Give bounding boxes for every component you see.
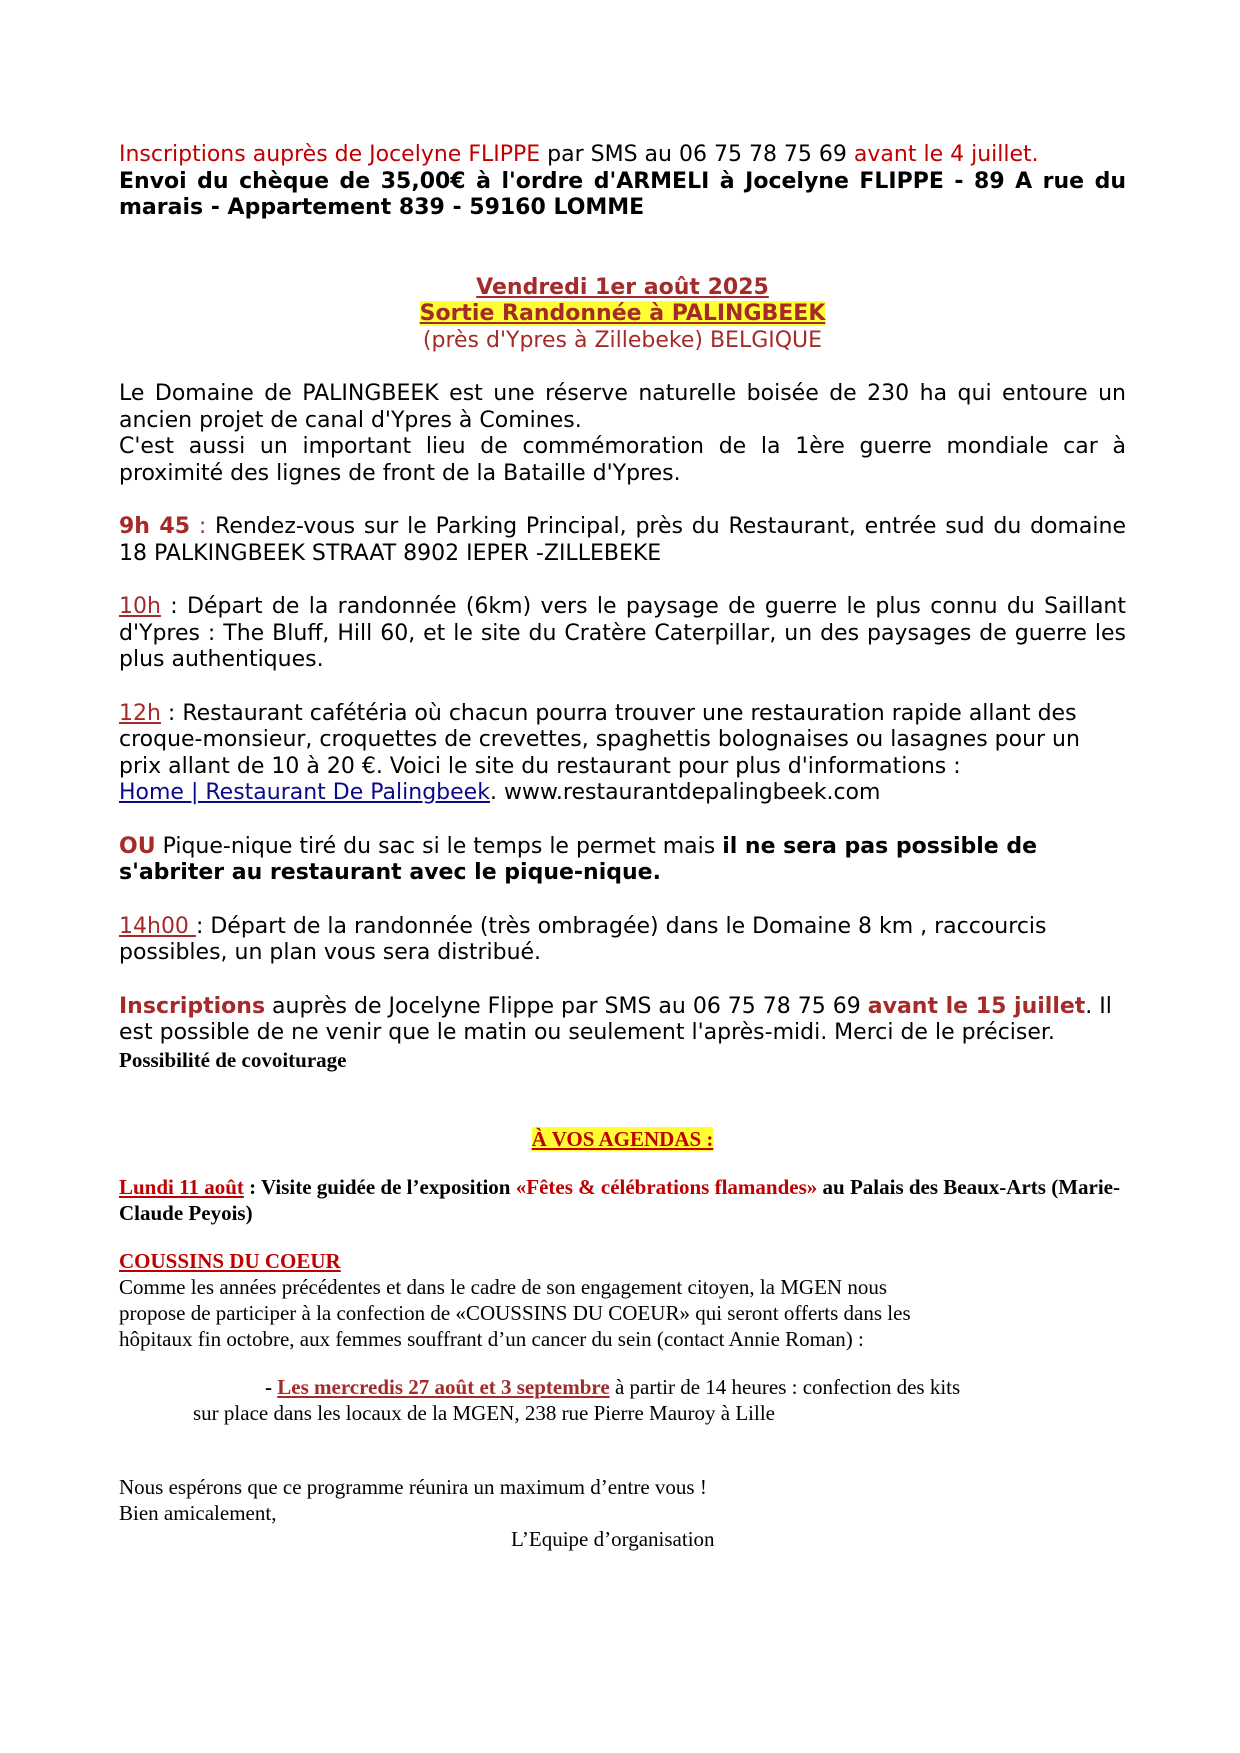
schedule-item-0945 — [119, 514, 1126, 567]
bullet-dash: - — [265, 1374, 278, 1399]
schedule-item-1400 — [119, 914, 1126, 967]
agenda-lundi-text1: : Visite guidée de l’exposition — [243, 1174, 516, 1199]
event-date: Vendredi 1er août 2025 — [476, 274, 769, 300]
closing-block — [119, 1474, 1126, 1552]
agenda-heading: À VOS AGENDAS : — [531, 1126, 714, 1151]
agenda-lundi-text2: au Palais des Beaux-Arts (Marie-Claude Peyois) — [119, 1174, 1120, 1225]
coussins-bullet-text: à partir de 14 heures : confection des kits — [609, 1374, 961, 1399]
document-page — [119, 142, 1126, 1552]
coussins-heading: COUSSINS DU COEUR — [119, 1248, 341, 1273]
schedule-item-1200 — [119, 701, 1126, 807]
carpool-note: Possibilité de covoiturage — [119, 1047, 347, 1072]
picnic-text: Pique-nique tiré du sac si le temps le permet mais — [155, 833, 723, 859]
schedule-time-1000: 10h — [119, 594, 161, 619]
schedule-time-1200: 12h — [119, 700, 161, 726]
closing-line-1: Nous espérons que ce programme réunira un maximum d’entre vous ! — [119, 1474, 707, 1499]
schedule-time-0945: 9h 45 — [119, 514, 191, 539]
agenda-item-lundi — [119, 1174, 1126, 1226]
coussins-body — [119, 1274, 1126, 1352]
picnic-warning: il ne sera pas possible de s'abriter au restaurant avec le pique-nique. — [119, 833, 1038, 885]
schedule-text-1200: : Restaurant cafétéria où chacun pourra trouver une restauration rapide allant des croque-monsieur, croquettes de crevettes, spaghettis bolognaises ou lasagnes pour un prix allant de 10 à 20 €. Voici le site du restaurant pour plus d'informations : — [119, 700, 1080, 779]
schedule-separator: : — [190, 514, 216, 539]
inscription-sms: par SMS au 06 75 78 75 69 — [540, 142, 854, 167]
bottom-inscription — [119, 994, 1126, 1047]
coussins-line-3: hôpitaux fin octobre, aux femmes souffrant d’un cancer du sein (contact Annie Roman) : — [119, 1326, 864, 1351]
restaurant-link[interactable]: Home | Restaurant De Palingbeek — [119, 780, 490, 805]
top-inscription-line — [119, 142, 1126, 169]
coussins-bullet-line-2: sur place dans les locaux de la MGEN, 238 rue Pierre Mauroy à Lille — [193, 1400, 775, 1425]
coussins-bullet-line-1 — [119, 1374, 1126, 1400]
inscription-contact: Inscriptions auprès de Jocelyne FLIPPE — [119, 142, 541, 167]
picnic-or-label: OU — [119, 833, 156, 859]
intro-block — [119, 381, 1126, 487]
coussins-bullet-date: Les mercredis 27 août et 3 septembre — [277, 1374, 610, 1399]
coussins-bullet — [119, 1374, 1126, 1426]
schedule-text-1000: : Départ de la randonnée (6km) vers le paysage de guerre le plus connu du Saillant d'Ypres : The Bluff, Hill 60, et le site du Cratère Caterpillar, un des paysages de guerre les plus authentiques. — [119, 594, 1126, 672]
bottom-inscription-label: Inscriptions — [119, 993, 266, 1019]
bottom-inscription-note: . Il est possible de ne venir que le matin ou seulement l'après-midi. Merci de le préciser. — [119, 993, 1112, 1045]
inscription-deadline: avant le 4 juillet. — [853, 142, 1039, 167]
schedule-time-1400: 14h00 — [119, 913, 196, 939]
agenda-lundi-expo: «Fêtes & célébrations flamandes» — [515, 1174, 818, 1199]
coussins-line-2: propose de participer à la confection de «COUSSINS DU COEUR» qui seront offerts dans les — [119, 1300, 911, 1325]
schedule-text-1400: : Départ de la randonnée (très ombragée) dans le Domaine 8 km , raccourcis possibles, un plan vous sera distribué. — [119, 913, 1047, 965]
bottom-inscription-text: auprès de Jocelyne Flippe par SMS au 06 75 78 75 69 — [265, 993, 868, 1019]
coussins-line-1: Comme les années précédentes et dans le cadre de son engagement citoyen, la MGEN nous — [119, 1274, 887, 1299]
closing-signature: L’Equipe d’organisation — [511, 1526, 715, 1551]
cheque-instructions: Envoi du chèque de 35,00€ à l'ordre d'ARMELI à Jocelyne FLIPPE - 89 A rue du marais - Appartement 839 - 59160 LOMME — [119, 168, 1126, 220]
event-header — [119, 275, 1126, 355]
event-title: Sortie Randonnée à PALINGBEEK — [419, 301, 826, 326]
bottom-inscription-deadline: avant le 15 juillet — [867, 993, 1086, 1019]
event-location: (près d'Ypres à Zillebeke) BELGIQUE — [422, 327, 823, 353]
intro-paragraph-2: C'est aussi un important lieu de commémoration de la 1ère guerre mondiale car à proximité des lignes de front de la Bataille d'Ypres. — [119, 434, 1126, 486]
closing-line-2: Bien amicalement, — [119, 1500, 277, 1525]
agenda-heading-line — [119, 1126, 1126, 1152]
picnic-option — [119, 834, 1126, 887]
intro-paragraph-1: Le Domaine de PALINGBEEK est une réserve naturelle boisée de 230 ha qui entoure un ancien projet de canal d'Ypres à Comines. — [119, 381, 1126, 433]
schedule-item-1000 — [119, 594, 1126, 674]
restaurant-url: . www.restaurantdepalingbeek.com — [489, 780, 881, 805]
top-inscription-block — [119, 142, 1126, 222]
agenda-lundi-date: Lundi 11 août — [119, 1174, 244, 1199]
schedule-text-0945: Rendez-vous sur le Parking Principal, près du Restaurant, entrée sud du domaine 18 PALKINGBEEK STRAAT 8902 IEPER -ZILLEBEKE — [119, 514, 1126, 566]
